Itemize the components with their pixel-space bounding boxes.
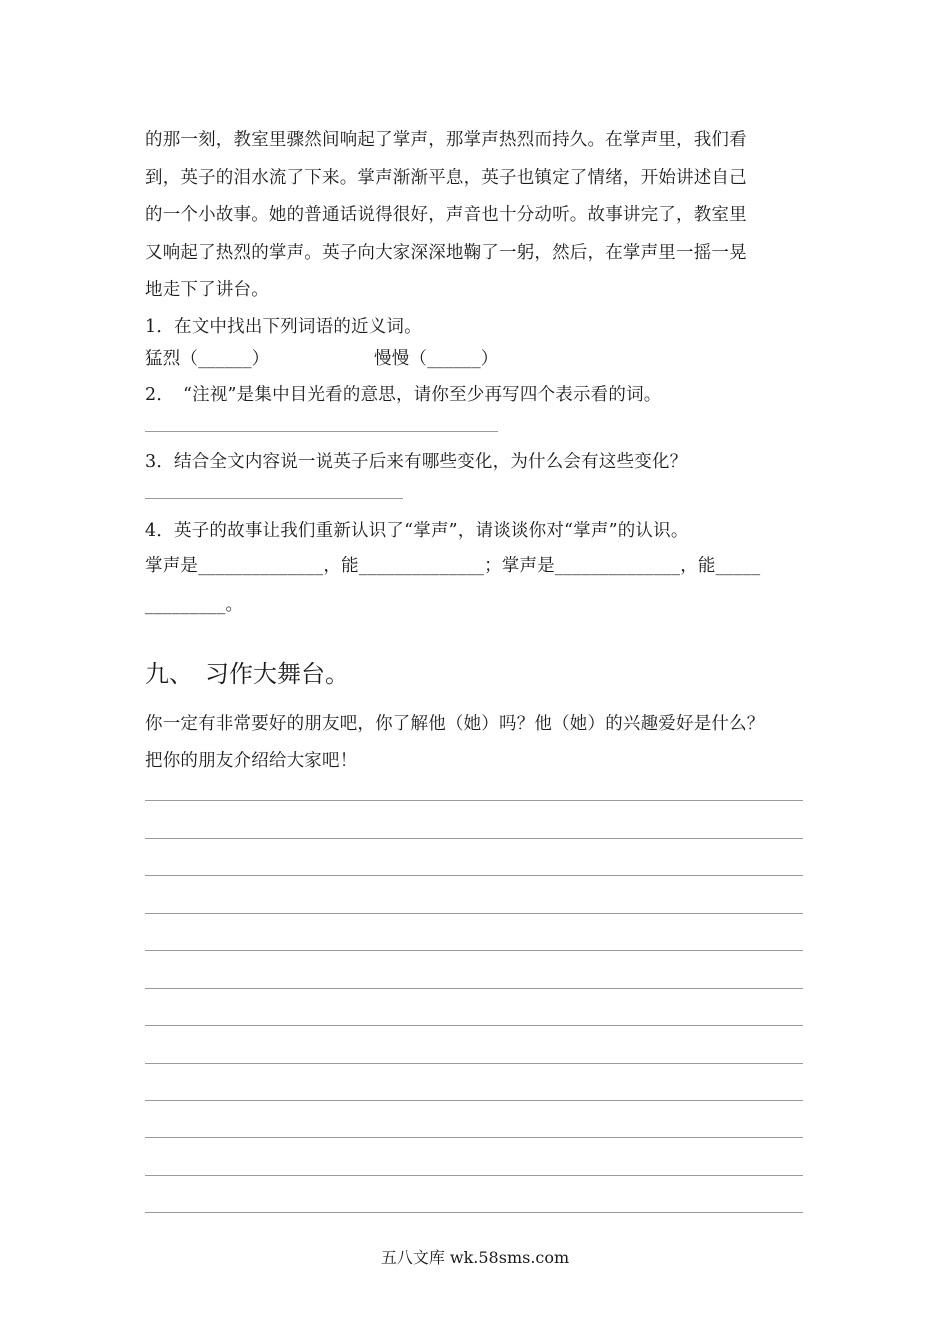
question-1-word-a[interactable]: 猛烈（______） <box>145 349 270 369</box>
writing-line[interactable] <box>145 1063 803 1064</box>
passage-line: 的那一刻，教室里骤然间响起了掌声，那掌声热烈而持久。在掌声里，我们看 <box>145 130 747 150</box>
section-9-instruction: 把你的朋友介绍给大家吧！ <box>145 751 358 771</box>
question-2-answer-line[interactable] <box>145 431 498 432</box>
question-4-fill-line[interactable]: _________。 <box>145 595 244 615</box>
section-9-heading: 九、 习作大舞台。 <box>145 660 349 688</box>
writing-line[interactable] <box>145 800 803 801</box>
section-9-instruction: 你一定有非常要好的朋友吧，你了解他（她）吗？他（她）的兴趣爱好是什么？ <box>145 714 765 734</box>
question-3-answer-line[interactable] <box>145 498 403 499</box>
question-4-fill-line[interactable]: 掌声是______________，能______________；掌声是______________，能_____ <box>145 556 761 576</box>
writing-line[interactable] <box>145 875 803 876</box>
passage-line: 又响起了热烈的掌声。英子向大家深深地鞠了一躬，然后，在掌声里一摇一晃 <box>145 243 747 263</box>
question-1-prompt: 1．在文中找出下列词语的近义词。 <box>145 317 422 337</box>
question-1-word-b[interactable]: 慢慢（______） <box>374 349 499 369</box>
passage-line: 到，英子的泪水流了下来。掌声渐渐平息，英子也镇定了情绪，开始讲述自己 <box>145 168 747 188</box>
passage-line: 地走下了讲台。 <box>145 280 269 300</box>
writing-line[interactable] <box>145 950 803 951</box>
footer-watermark: 五八文库 wk.58sms.com <box>380 1248 570 1267</box>
writing-line[interactable] <box>145 1175 803 1176</box>
passage-line: 的一个小故事。她的普通话说得很好，声音也十分动听。故事讲完了，教室里 <box>145 205 747 225</box>
writing-line[interactable] <box>145 1212 803 1213</box>
question-4-prompt: 4．英子的故事让我们重新认识了“掌声”，请谈谈你对“掌声”的认识。 <box>145 521 689 541</box>
writing-line[interactable] <box>145 1025 803 1026</box>
writing-line[interactable] <box>145 988 803 989</box>
writing-line[interactable] <box>145 913 803 914</box>
question-3-prompt: 3．结合全文内容说一说英子后来有哪些变化，为什么会有这些变化？ <box>145 452 688 472</box>
writing-line[interactable] <box>145 1100 803 1101</box>
writing-line[interactable] <box>145 1137 803 1138</box>
question-2-prompt: 2． “注视”是集中目光看的意思，请你至少再写四个表示看的词。 <box>145 385 662 405</box>
writing-line[interactable] <box>145 838 803 839</box>
